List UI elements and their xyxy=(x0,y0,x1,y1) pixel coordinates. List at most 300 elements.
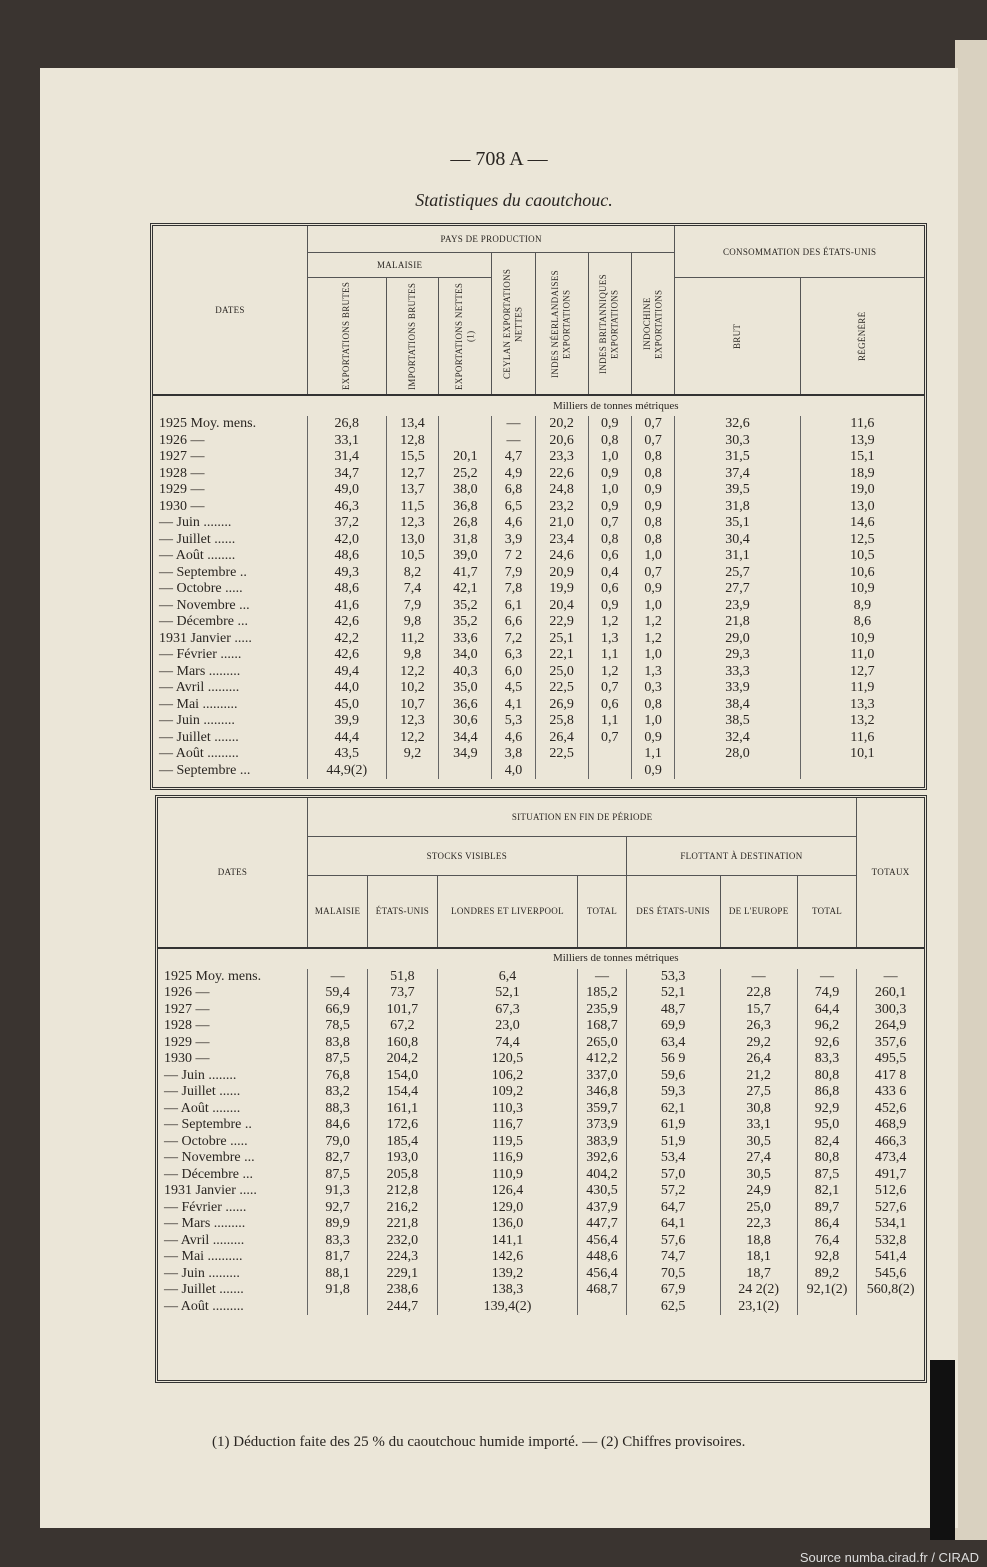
table-cell: 11,2 xyxy=(386,631,439,648)
table-cell: 244,7 xyxy=(368,1299,438,1316)
table-cell: 168,7 xyxy=(578,1018,626,1035)
table-cell: 0,7 xyxy=(588,515,631,532)
table-row xyxy=(153,499,924,516)
table-cell: 29,2 xyxy=(720,1035,797,1052)
table-row xyxy=(153,433,924,450)
table-cell: 491,7 xyxy=(857,1167,924,1184)
table-cell: 12,8 xyxy=(386,433,439,450)
table-cell: 154,0 xyxy=(368,1068,438,1085)
document-page xyxy=(40,68,958,1528)
table-cell: 15,7 xyxy=(720,1002,797,1019)
table-cell: 87,5 xyxy=(797,1167,856,1184)
table-cell: 69,9 xyxy=(626,1018,720,1035)
table-cell: 29,3 xyxy=(675,647,800,664)
row-date: — Août ........ xyxy=(159,548,236,563)
table-cell: 0,3 xyxy=(631,680,674,697)
table-cell: 42,2 xyxy=(308,631,387,648)
table-cell xyxy=(439,416,492,433)
table-row xyxy=(158,969,924,986)
table-cell: 19,0 xyxy=(800,482,924,499)
table-cell: 23,9 xyxy=(675,598,800,615)
table-cell: 35,0 xyxy=(439,680,492,697)
table-row xyxy=(158,1134,924,1151)
table-cell: 8,6 xyxy=(800,614,924,631)
row-date: 1931 Janvier ..... xyxy=(159,630,252,646)
col-header-ceylan: CEYLAN EXPORTATIONS NETTES xyxy=(502,268,524,379)
table-cell: 265,0 xyxy=(578,1035,626,1052)
table-cell: 4,6 xyxy=(492,730,535,747)
table-cell: 0,7 xyxy=(631,433,674,450)
table-cell: 468,9 xyxy=(857,1117,924,1134)
table-row xyxy=(153,532,924,549)
table-cell: 0,7 xyxy=(631,565,674,582)
table-cell: 229,1 xyxy=(368,1266,438,1283)
table-cell: 126,4 xyxy=(437,1183,578,1200)
table-cell xyxy=(439,433,492,450)
table-cell: 7,4 xyxy=(386,581,439,598)
table-cell: 63,4 xyxy=(626,1035,720,1052)
table-cell: 0,8 xyxy=(631,466,674,483)
table-cell xyxy=(588,763,631,780)
table-row xyxy=(153,449,924,466)
table-cell: 35,2 xyxy=(439,614,492,631)
table-cell: 545,6 xyxy=(857,1266,924,1283)
table-cell: 13,7 xyxy=(386,482,439,499)
table-cell: 89,7 xyxy=(797,1200,856,1217)
row-date: — Juillet ....... xyxy=(164,1282,244,1297)
col-header-flottant-total: TOTAL xyxy=(797,876,856,948)
table-cell: 1,2 xyxy=(631,614,674,631)
table-cell: 9,2 xyxy=(386,746,439,763)
col-header-indochine: INDOCHINE EXPORTATIONS xyxy=(641,288,664,359)
table-cell: 83,8 xyxy=(308,1035,368,1052)
table-row xyxy=(153,664,924,681)
table-cell: 138,3 xyxy=(437,1282,578,1299)
table-cell: 42,1 xyxy=(439,581,492,598)
table-cell: — xyxy=(797,969,856,986)
table-cell: 33,9 xyxy=(675,680,800,697)
table-cell: 86,4 xyxy=(797,1216,856,1233)
stocks-table xyxy=(158,798,924,1315)
table-cell: 57,2 xyxy=(626,1183,720,1200)
table-cell: 172,6 xyxy=(368,1117,438,1134)
row-date: 1929 — xyxy=(164,1034,210,1050)
table-cell: 24,8 xyxy=(535,482,588,499)
table-cell: 26,4 xyxy=(535,730,588,747)
table-cell: 392,6 xyxy=(578,1150,626,1167)
table-cell: 11,0 xyxy=(800,647,924,664)
row-date: 1928 — xyxy=(159,465,205,481)
table-cell: 468,7 xyxy=(578,1282,626,1299)
table-cell: 20,6 xyxy=(535,433,588,450)
table-cell: 9,8 xyxy=(386,647,439,664)
table-row xyxy=(158,1084,924,1101)
table-cell: 6,0 xyxy=(492,664,535,681)
table-cell: 0,8 xyxy=(631,449,674,466)
table-cell: 64,4 xyxy=(797,1002,856,1019)
table-cell: 1,0 xyxy=(631,598,674,615)
row-date: 1927 — xyxy=(164,1001,210,1017)
table-row xyxy=(158,1051,924,1068)
table-cell: 139,2 xyxy=(437,1266,578,1283)
table-row xyxy=(158,1282,924,1299)
production-table-box xyxy=(150,223,927,790)
table-cell: — xyxy=(492,433,535,450)
table-cell: 232,0 xyxy=(368,1233,438,1250)
table-cell: 1,2 xyxy=(631,631,674,648)
table-cell: 10,2 xyxy=(386,680,439,697)
table-row xyxy=(158,1167,924,1184)
table-cell: 373,9 xyxy=(578,1117,626,1134)
table-cell: 495,5 xyxy=(857,1051,924,1068)
table-cell: 534,1 xyxy=(857,1216,924,1233)
table-cell: 22,8 xyxy=(720,985,797,1002)
col-header-exportations-nettes: EXPORTATIONS NETTES (1) xyxy=(454,282,476,390)
table-cell: 22,1 xyxy=(535,647,588,664)
table-cell: 95,0 xyxy=(797,1117,856,1134)
table-cell: 139,4(2) xyxy=(437,1299,578,1316)
table-cell: 34,4 xyxy=(439,730,492,747)
table-cell: 31,4 xyxy=(308,449,387,466)
table-cell: 204,2 xyxy=(368,1051,438,1068)
table-cell: 40,3 xyxy=(439,664,492,681)
table-cell: 30,3 xyxy=(675,433,800,450)
table-cell: 59,4 xyxy=(308,985,368,1002)
table-cell: 7,2 xyxy=(492,631,535,648)
row-date: — Novembre ... xyxy=(164,1150,255,1165)
table-cell: 26,9 xyxy=(535,697,588,714)
table-cell: 64,7 xyxy=(626,1200,720,1217)
row-date: — Mars ......... xyxy=(164,1216,246,1231)
facing-page-edge xyxy=(955,40,987,1540)
table-cell: 116,9 xyxy=(437,1150,578,1167)
table-cell: 129,0 xyxy=(437,1200,578,1217)
table-row xyxy=(158,1018,924,1035)
table-cell: 4,7 xyxy=(492,449,535,466)
table-cell: 34,9 xyxy=(439,746,492,763)
table-cell: 96,2 xyxy=(797,1018,856,1035)
table-cell: 0,9 xyxy=(588,416,631,433)
table-row xyxy=(153,548,924,565)
table-cell: 20,2 xyxy=(535,416,588,433)
table-cell: 87,5 xyxy=(308,1167,368,1184)
table-cell: 110,3 xyxy=(437,1101,578,1118)
table-cell: 59,3 xyxy=(626,1084,720,1101)
table-cell: 5,3 xyxy=(492,713,535,730)
table-cell: 12,7 xyxy=(386,466,439,483)
row-date: — Août ........ xyxy=(164,1100,241,1116)
table-cell: 10,9 xyxy=(800,631,924,648)
table-row xyxy=(153,598,924,615)
table-cell: 27,5 xyxy=(720,1084,797,1101)
table-cell: 466,3 xyxy=(857,1134,924,1151)
table-cell: 30,5 xyxy=(720,1167,797,1184)
table-cell: 0,7 xyxy=(588,680,631,697)
table-cell: 7,8 xyxy=(492,581,535,598)
table-cell: 74,4 xyxy=(437,1035,578,1052)
row-date: 1931 Janvier ..... xyxy=(164,1183,257,1198)
table-cell: 25,1 xyxy=(535,631,588,648)
table-cell: 300,3 xyxy=(857,1002,924,1019)
table-cell: 13,9 xyxy=(800,433,924,450)
table-row xyxy=(153,515,924,532)
table-row xyxy=(153,697,924,714)
table-cell: 67,2 xyxy=(368,1018,438,1035)
table-cell: 20,1 xyxy=(439,449,492,466)
table-cell: 0,9 xyxy=(588,499,631,516)
table-cell: 1,2 xyxy=(588,614,631,631)
table-cell: 30,8 xyxy=(720,1101,797,1118)
table-cell: 31,8 xyxy=(675,499,800,516)
binding-ribbon xyxy=(930,1360,955,1540)
table-cell xyxy=(675,763,800,780)
production-group-header: PAYS DE PRODUCTION xyxy=(308,226,675,253)
table-cell: 24,9 xyxy=(720,1183,797,1200)
table-cell: 0,9 xyxy=(588,598,631,615)
table-cell xyxy=(439,763,492,780)
table-cell: 10,6 xyxy=(800,565,924,582)
table-cell: 13,2 xyxy=(800,713,924,730)
table-cell: 532,8 xyxy=(857,1233,924,1250)
table-cell: 23,1(2) xyxy=(720,1299,797,1316)
table-cell: 91,8 xyxy=(308,1282,368,1299)
table-cell: 10,7 xyxy=(386,697,439,714)
table-cell xyxy=(308,1299,368,1316)
table-cell: 13,3 xyxy=(800,697,924,714)
table-cell: 88,1 xyxy=(308,1266,368,1283)
table-cell: 80,8 xyxy=(797,1150,856,1167)
table-cell: 0,6 xyxy=(588,697,631,714)
table-cell: 38,4 xyxy=(675,697,800,714)
row-date: — Février ...... xyxy=(164,1199,247,1215)
production-table xyxy=(153,226,924,779)
table-cell: 26,8 xyxy=(308,416,387,433)
table-row xyxy=(158,1183,924,1200)
table-cell: 1,0 xyxy=(631,647,674,664)
table-row xyxy=(158,985,924,1002)
table-cell: 10,1 xyxy=(800,746,924,763)
table-cell: 37,4 xyxy=(675,466,800,483)
table-cell: 3,8 xyxy=(492,746,535,763)
table-cell: 0,6 xyxy=(588,548,631,565)
table-cell: 109,2 xyxy=(437,1084,578,1101)
row-date: — Juin ........ xyxy=(159,515,232,530)
table-cell xyxy=(386,763,439,780)
table-cell: 6,6 xyxy=(492,614,535,631)
table-cell: 13,0 xyxy=(800,499,924,516)
consumption-group-header: CONSOMMATION DES ÉTATS-UNIS xyxy=(675,226,924,278)
table-cell: 42,6 xyxy=(308,614,387,631)
row-date: — Juillet ...... xyxy=(164,1084,241,1099)
table-cell: 10,5 xyxy=(800,548,924,565)
row-date: — Août ......... xyxy=(164,1298,244,1314)
col-header-indes-britanniques: INDES BRITANNIQUES EXPORTATIONS xyxy=(598,273,620,374)
table-cell: — xyxy=(492,416,535,433)
malaisie-group-header: MALAISIE xyxy=(308,253,492,278)
table-cell: 29,0 xyxy=(675,631,800,648)
table-cell: 23,3 xyxy=(535,449,588,466)
table-cell: 45,0 xyxy=(308,697,387,714)
row-date: — Mai .......... xyxy=(164,1249,243,1264)
unit-label: Milliers de tonnes métriques xyxy=(552,952,679,965)
table-cell: 1,1 xyxy=(631,746,674,763)
table-cell: 0,4 xyxy=(588,565,631,582)
table-cell: 216,2 xyxy=(368,1200,438,1217)
table-cell: 110,9 xyxy=(437,1167,578,1184)
table-cell: 18,9 xyxy=(800,466,924,483)
table-cell xyxy=(857,1299,924,1316)
table-cell: 89,2 xyxy=(797,1266,856,1283)
table-cell: 12,2 xyxy=(386,664,439,681)
row-date: 1928 — xyxy=(164,1018,210,1033)
table-cell: 15,5 xyxy=(386,449,439,466)
col-header-importations-brutes: IMPORTATIONS BRUTES xyxy=(406,282,417,390)
table-cell: 74,9 xyxy=(797,985,856,1002)
table-cell: 1,0 xyxy=(588,449,631,466)
table-cell: 88,3 xyxy=(308,1101,368,1118)
table-cell: 437,9 xyxy=(578,1200,626,1217)
table-cell: 28,0 xyxy=(675,746,800,763)
table-cell: 32,4 xyxy=(675,730,800,747)
row-date: 1925 Moy. mens. xyxy=(164,968,262,984)
table-cell: 160,8 xyxy=(368,1035,438,1052)
table-cell: 221,8 xyxy=(368,1216,438,1233)
table-cell: 8,2 xyxy=(386,565,439,582)
table-cell: 27,4 xyxy=(720,1150,797,1167)
table-cell: 512,6 xyxy=(857,1183,924,1200)
table-cell: 7 2 xyxy=(492,548,535,565)
table-cell: 238,6 xyxy=(368,1282,438,1299)
table-cell: — xyxy=(857,969,924,986)
table-cell: 26,4 xyxy=(720,1051,797,1068)
col-header-de-europe: DE L'EUROPE xyxy=(720,876,797,948)
table-cell: 34,7 xyxy=(308,466,387,483)
table-cell: 404,2 xyxy=(578,1167,626,1184)
table-cell: 48,6 xyxy=(308,548,387,565)
table-row xyxy=(158,1035,924,1052)
row-date: — Mai .......... xyxy=(159,696,238,712)
table-cell: 4,5 xyxy=(492,680,535,697)
table-cell: 9,8 xyxy=(386,614,439,631)
table-cell: 11,9 xyxy=(800,680,924,697)
table-cell: 73,7 xyxy=(368,985,438,1002)
table-cell: 39,0 xyxy=(439,548,492,565)
row-date: — Février ...... xyxy=(159,647,242,662)
page-number: — 708 A — xyxy=(450,148,548,170)
table-cell: 185,4 xyxy=(368,1134,438,1151)
table-cell: 56 9 xyxy=(626,1051,720,1068)
table-cell: 6,5 xyxy=(492,499,535,516)
table-row xyxy=(158,1200,924,1217)
table-cell: 12,2 xyxy=(386,730,439,747)
row-date: 1930 — xyxy=(159,498,205,514)
situation-group-header: SITUATION EN FIN DE PÉRIODE xyxy=(308,798,857,837)
table-cell: 83,2 xyxy=(308,1084,368,1101)
table-cell: 205,8 xyxy=(368,1167,438,1184)
table-cell: 1,0 xyxy=(631,548,674,565)
table-cell: 26,3 xyxy=(720,1018,797,1035)
row-date: — Novembre ... xyxy=(159,597,250,613)
table-cell: 6,8 xyxy=(492,482,535,499)
table-cell: 25,0 xyxy=(535,664,588,681)
table-cell: 46,3 xyxy=(308,499,387,516)
dates-header: DATES xyxy=(153,226,308,395)
table-cell: 7,9 xyxy=(492,565,535,582)
table-cell: 383,9 xyxy=(578,1134,626,1151)
table-cell: 22,5 xyxy=(535,680,588,697)
table-cell: 337,0 xyxy=(578,1068,626,1085)
table-cell: 452,6 xyxy=(857,1101,924,1118)
table-cell: 0,9 xyxy=(631,581,674,598)
table-cell: 33,1 xyxy=(720,1117,797,1134)
table-cell xyxy=(535,763,588,780)
table-cell: 161,1 xyxy=(368,1101,438,1118)
table-cell: 560,8(2) xyxy=(857,1282,924,1299)
row-date: — Juin ......... xyxy=(164,1265,240,1281)
table-row xyxy=(158,1299,924,1316)
table-cell: 52,1 xyxy=(437,985,578,1002)
table-cell: 541,4 xyxy=(857,1249,924,1266)
table-cell: 21,8 xyxy=(675,614,800,631)
table-cell: 48,7 xyxy=(626,1002,720,1019)
table-cell: 25,8 xyxy=(535,713,588,730)
table-cell: 44,9(2) xyxy=(308,763,387,780)
table-cell: 116,7 xyxy=(437,1117,578,1134)
table-cell: 76,4 xyxy=(797,1233,856,1250)
table-cell: 27,7 xyxy=(675,581,800,598)
table-cell: 92,6 xyxy=(797,1035,856,1052)
table-row xyxy=(153,631,924,648)
table-cell xyxy=(578,1299,626,1316)
table-cell: — xyxy=(578,969,626,986)
col-header-brut: BRUT xyxy=(731,323,742,349)
table-cell: 1,0 xyxy=(588,482,631,499)
table-row xyxy=(158,1150,924,1167)
table-row xyxy=(153,565,924,582)
table-cell: 0,8 xyxy=(588,433,631,450)
table-cell: 6,3 xyxy=(492,647,535,664)
row-date: 1926 — xyxy=(164,985,210,1000)
table-cell: 417 8 xyxy=(857,1068,924,1085)
table-row xyxy=(153,647,924,664)
table-cell: 0,9 xyxy=(631,482,674,499)
table-cell: 359,7 xyxy=(578,1101,626,1118)
table-cell: 38,0 xyxy=(439,482,492,499)
table-row xyxy=(158,1002,924,1019)
table-row xyxy=(158,1101,924,1118)
table-cell: 456,4 xyxy=(578,1233,626,1250)
table-cell: 12,7 xyxy=(800,664,924,681)
row-date: — Décembre ... xyxy=(164,1166,254,1182)
table-cell: 80,8 xyxy=(797,1068,856,1085)
table-cell: 15,1 xyxy=(800,449,924,466)
row-date: — Mars ......... xyxy=(159,663,241,679)
table-cell: 31,8 xyxy=(439,532,492,549)
table-cell: 3,9 xyxy=(492,532,535,549)
table-cell: 39,5 xyxy=(675,482,800,499)
col-header-stocks-total: TOTAL xyxy=(578,876,626,948)
table-cell: 59,6 xyxy=(626,1068,720,1085)
table-row xyxy=(158,1233,924,1250)
row-date: 1930 — xyxy=(164,1051,210,1066)
table-cell: 30,5 xyxy=(720,1134,797,1151)
table-cell: 119,5 xyxy=(437,1134,578,1151)
table-row xyxy=(158,1249,924,1266)
table-cell: 30,4 xyxy=(675,532,800,549)
row-date: — Juillet ....... xyxy=(159,729,239,745)
table-cell: 83,3 xyxy=(797,1051,856,1068)
table-cell: 456,4 xyxy=(578,1266,626,1283)
